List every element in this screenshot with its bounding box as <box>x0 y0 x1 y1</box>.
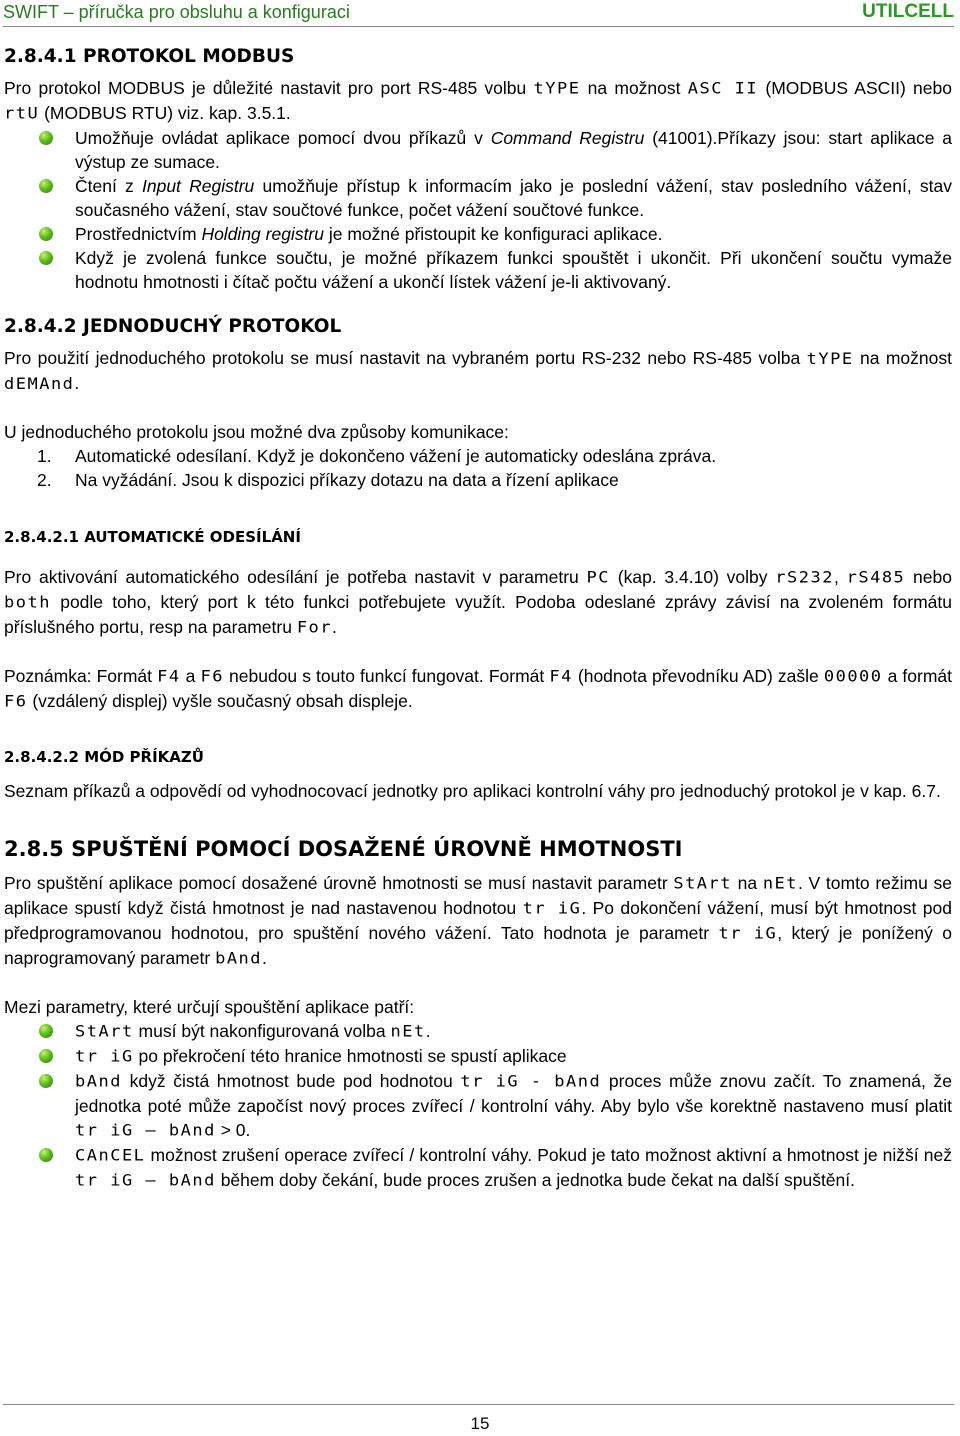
paragraph-command-mode: Seznam příkazů a odpovědí od vyhodnocovací jednotky pro aplikaci kontrolní váhy pro jednoduchý protokol je v kap. 6.7. <box>4 781 941 801</box>
lcd-param-rs232: rS232 <box>775 568 834 588</box>
section-heading-simple-protocol: 2.8.4.2 JEDNODUCHÝ PROTOKOL <box>4 316 342 337</box>
list-item: CAnCEL možnost zrušení operace zvířecí / kontrolní váhy. Pokud je tato možnost aktivní a hmotnost je nižší než tr iG – bAnd během doby čekání, bude proces zrušen a jednotka bude čekat na další spuštění. <box>4 1143 952 1193</box>
section-heading-command-mode: 2.8.4.2.2 MÓD PŘÍKAZŮ <box>4 748 204 766</box>
page-number: 15 <box>470 1414 490 1433</box>
lcd-param-for: For <box>296 618 333 638</box>
lcd-param-net: nEt <box>762 874 799 894</box>
lcd-param-start: StArt <box>673 874 733 894</box>
list-item: 2. Na vyžádání. Jsou k dispozici příkazy dotazu na data a řízení aplikace <box>37 470 619 490</box>
brand-name: UTILCELL <box>862 1 954 22</box>
lcd-param-band: bAnd <box>75 1072 122 1092</box>
document-title: SWIFT – příručka pro obsluhu a konfiguraci <box>3 2 350 22</box>
paragraph-modbus-intro: Pro protokol MODBUS je důležité nastavit pro port RS-485 volbu tYPE na možnost ASC II (MODBUS ASCII) nebo rtU (MODBUS RTU) viz. kap. 3.5.1. <box>4 78 952 124</box>
list-item: bAnd když čistá hmotnost bude pod hodnotou tr iG - bAnd proces může znovu začít. To znamená, že jednotka poté může započíst nový proces zvířecí / kontrolní váhy. Aby bylo vše korektně nastaveno musí platit tr iG – bAnd > 0. <box>4 1069 952 1143</box>
lcd-param-rtu: rtU <box>4 104 40 124</box>
bullet-icon <box>39 227 53 241</box>
section-heading-modbus: 2.8.4.1 PROTOKOL MODBUS <box>4 46 295 67</box>
lcd-param-net: nEt <box>390 1022 426 1042</box>
lcd-param-trig: tr iG <box>718 924 778 944</box>
lcd-expression: tr iG – bAnd <box>75 1171 216 1191</box>
lcd-param-f4: F4 <box>549 667 573 687</box>
paragraph-level-start: Pro spuštění aplikace pomocí dosažené úrovně hmotnosti se musí nastavit parametr StArt na nEt. V tomto režimu se aplikace spustí když čistá hmotnost je nad nastavenou hodnotou tr iG. Po dokončení vážení, musí být hmotnost pod předprogramovanou hodnotou, pro spuštění nového vážení. Tato hodnota je parametr tr iG, který je ponížený o naprogramovaný parametr bAnd. <box>4 873 952 969</box>
lcd-param-start: StArt <box>75 1022 134 1042</box>
lcd-param-both: both <box>4 593 51 613</box>
paragraph-automatic-sending: Pro aktivování automatického odesílání je potřeba nastavit v parametru PC (kap. 3.4.10) volby rS232, rS485 nebo both podle toho, který port k této funkci potřebujete využít. Podoba odeslané zprávy závisí na zvoleném formátu příslušného portu, resp na parametru For. <box>4 567 952 638</box>
list-item: Umožňuje ovládat aplikace pomocí dvou příkazů v Command Registru (41001).Příkazy jsou: start aplikace a výstup ze sumace. <box>4 126 952 174</box>
lcd-value-zeros: 00000 <box>823 667 883 687</box>
lcd-param-demand: dEMAnd <box>4 374 75 394</box>
lcd-param-f6: F6 <box>4 692 28 712</box>
lcd-param-f6: F6 <box>200 667 224 687</box>
paragraph-communication-modes: U jednoduchého protokolu jsou možné dva způsoby komunikace: <box>4 422 509 442</box>
start-parameters-list <box>4 1019 952 1193</box>
lcd-param-type: tYPE <box>806 349 854 369</box>
lcd-param-trig: tr iG <box>75 1047 134 1067</box>
lcd-param-pc: PC <box>586 568 610 588</box>
paragraph-start-parameters: Mezi parametry, které určují spouštění aplikace patří: <box>4 997 415 1017</box>
bullet-icon <box>39 251 53 265</box>
page-header <box>3 0 954 27</box>
lcd-expression: tr iG - bAnd <box>460 1072 602 1092</box>
section-heading-automatic-sending: 2.8.4.2.1 AUTOMATICKÉ ODESÍLÁNÍ <box>4 528 301 546</box>
bullet-icon <box>39 179 53 193</box>
lcd-param-type: tYPE <box>533 79 581 99</box>
paragraph-simple-protocol: Pro použití jednoduchého protokolu se musí nastavit na vybraném portu RS-232 nebo RS-485 volba tYPE na možnost dEMAnd. <box>4 348 952 394</box>
lcd-param-trig: tr iG <box>522 899 582 919</box>
lcd-param-band: bAnd <box>215 949 263 969</box>
bullet-icon <box>39 131 53 145</box>
list-item: tr iG po překročení této hranice hmotnosti se spustí aplikace <box>4 1044 952 1069</box>
bullet-icon <box>39 1049 53 1063</box>
bullet-icon <box>39 1074 53 1088</box>
bullet-icon <box>39 1148 53 1162</box>
lcd-param-ascii: ASC II <box>687 79 759 99</box>
section-heading-level-start: 2.8.5 SPUŠTĚNÍ POMOCÍ DOSAŽENÉ ÚROVNĚ HMOTNOSTI <box>4 837 683 861</box>
list-item: Prostřednictvím Holding registru je možné přistoupit ke konfiguraci aplikace. <box>4 222 952 246</box>
footer-divider <box>3 1404 954 1405</box>
bullet-icon <box>39 1024 53 1038</box>
page-content <box>4 44 952 1193</box>
list-item: StArt musí být nakonfigurovaná volba nEt. <box>4 1019 952 1044</box>
list-item: 1. Automatické odesílaní. Když je dokončeno vážení je automaticky odeslána zpráva. <box>37 446 717 466</box>
lcd-param-rs485: rS485 <box>846 568 906 588</box>
lcd-param-f4: F4 <box>157 667 181 687</box>
modbus-feature-list <box>4 126 952 294</box>
lcd-param-cancel: CAnCEL <box>75 1146 146 1166</box>
lcd-expression: tr iG – bAnd <box>75 1121 216 1141</box>
paragraph-format-note: Poznámka: Formát F4 a F6 nebudou s touto funkcí fungovat. Formát F4 (hodnota převodníku AD) zašle 00000 a formát F6 (vzdálený displej) vyšle současný obsah displeje. <box>4 666 952 712</box>
list-item: Když je zvolená funkce součtu, je možné příkazem funkci spouštět i ukončit. Při ukončení součtu vymaže hodnotu hmotnosti i čítač počtu vážení a ukončí lístek vážení je-li aktivovaný. <box>4 246 952 294</box>
list-item: Čtení z Input Registru umožňuje přístup k informacím jako je poslední vážení, stav posledního vážení, stav současného vážení, stav součtové funkce, počet vážení součtové funkce. <box>4 174 952 222</box>
communication-modes-list <box>4 444 952 492</box>
